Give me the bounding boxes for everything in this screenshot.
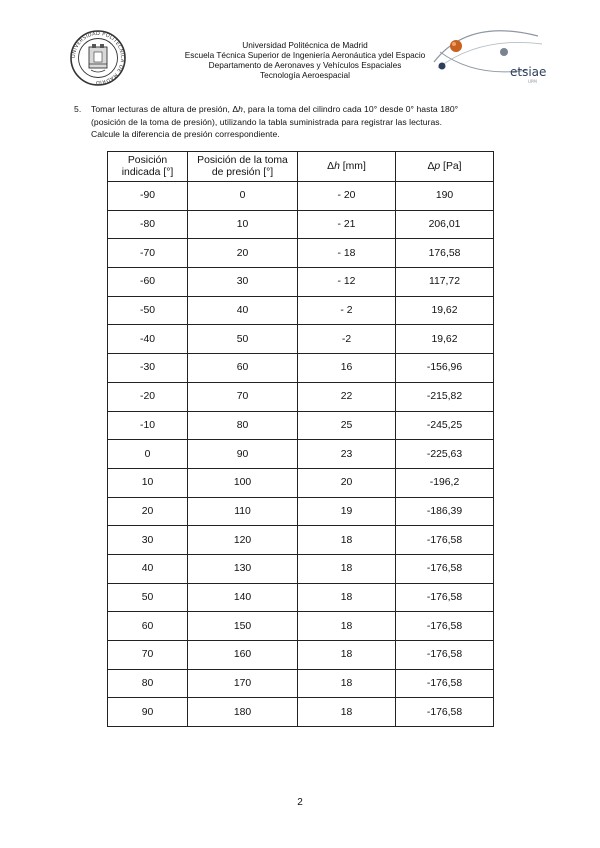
university-name: Universidad Politécnica de Madrid [242, 40, 368, 50]
cell-indicated-position: 10 [108, 468, 188, 497]
question-variable-h: h [238, 104, 243, 114]
cell-tap-position: 10 [188, 210, 298, 239]
table-row [108, 382, 494, 411]
cell-indicated-position: 0 [108, 440, 188, 469]
cell-tap-position: 20 [188, 239, 298, 268]
table-row [108, 354, 494, 383]
cell-delta-p: -225,63 [396, 440, 494, 469]
pressure-readings-table [107, 151, 494, 727]
header-delta-h-unit: [mm] [339, 160, 366, 172]
cell-delta-p: -176,58 [396, 612, 494, 641]
question-5 [74, 103, 544, 141]
cell-tap-position: 50 [188, 325, 298, 354]
cell-tap-position: 130 [188, 554, 298, 583]
cell-indicated-position: 40 [108, 554, 188, 583]
table-row [108, 182, 494, 211]
table-row [108, 468, 494, 497]
cell-delta-h: - 18 [298, 239, 396, 268]
header-tap-position-line1: Posición de la toma [197, 155, 288, 166]
header-delta-p-unit: [Pa] [440, 160, 462, 172]
cell-indicated-position: -70 [108, 239, 188, 268]
header-tap-position [188, 152, 298, 182]
table-row [108, 554, 494, 583]
cell-tap-position: 80 [188, 411, 298, 440]
table-row [108, 440, 494, 469]
cell-tap-position: 120 [188, 526, 298, 555]
cell-delta-h: 18 [298, 554, 396, 583]
cell-delta-h: - 21 [298, 210, 396, 239]
cell-delta-p: 176,58 [396, 239, 494, 268]
question-line-3: Calcule la diferencia de presión correspondiente. [91, 129, 280, 140]
table-row [108, 411, 494, 440]
table-row [108, 641, 494, 670]
cell-tap-position: 60 [188, 354, 298, 383]
cell-delta-h: 25 [298, 411, 396, 440]
seal-text: UNIVERSIDAD POLITECNICA DE MADRID [70, 30, 126, 86]
table-row [108, 669, 494, 698]
cell-indicated-position: -20 [108, 382, 188, 411]
cell-tap-position: 40 [188, 296, 298, 325]
cell-tap-position: 140 [188, 583, 298, 612]
cell-tap-position: 110 [188, 497, 298, 526]
cell-delta-p: -196,2 [396, 468, 494, 497]
table-body [108, 182, 494, 727]
cell-tap-position: 90 [188, 440, 298, 469]
cell-delta-p: -176,58 [396, 526, 494, 555]
upm-subtext: UPM [528, 79, 537, 84]
etsiae-logo [428, 22, 548, 86]
cell-indicated-position: 20 [108, 497, 188, 526]
table-row [108, 268, 494, 297]
cell-delta-p: -176,58 [396, 641, 494, 670]
cell-delta-p: 19,62 [396, 325, 494, 354]
question-line-1-start: Tomar lecturas de altura de presión, Δ [91, 104, 239, 114]
cell-delta-p: -186,39 [396, 497, 494, 526]
cell-delta-h: 20 [298, 468, 396, 497]
table-row [108, 612, 494, 641]
cell-delta-h: 18 [298, 641, 396, 670]
cell-delta-h: 19 [298, 497, 396, 526]
table-row [108, 698, 494, 727]
header-indicated-position-line1: Posición [127, 155, 168, 166]
table-row [108, 583, 494, 612]
table-row [108, 497, 494, 526]
cell-delta-p: 190 [396, 182, 494, 211]
question-line-1 [91, 103, 544, 116]
upm-seal-logo [70, 30, 126, 86]
etsiae-wordmark: etsiae [510, 65, 547, 79]
cell-delta-h: 23 [298, 440, 396, 469]
cell-indicated-position: 30 [108, 526, 188, 555]
cell-tap-position: 100 [188, 468, 298, 497]
cell-delta-h: - 20 [298, 182, 396, 211]
table-row [108, 325, 494, 354]
cell-delta-h: - 12 [298, 268, 396, 297]
cell-delta-h: 18 [298, 526, 396, 555]
cell-indicated-position: -30 [108, 354, 188, 383]
cell-indicated-position: -80 [108, 210, 188, 239]
department-name: Departamento de Aeronaves y Vehículos Espaciales [208, 60, 402, 70]
table-row [108, 526, 494, 555]
cell-delta-h: 18 [298, 583, 396, 612]
cell-delta-h: 18 [298, 698, 396, 727]
cell-indicated-position: -40 [108, 325, 188, 354]
cell-delta-p: -156,96 [396, 354, 494, 383]
cell-tap-position: 170 [188, 669, 298, 698]
cell-indicated-position: -50 [108, 296, 188, 325]
cell-delta-p: -176,58 [396, 669, 494, 698]
header-delta-h [298, 152, 396, 182]
institution-header [140, 40, 470, 80]
header-delta-p-symbol: Δ [427, 160, 435, 172]
table-row [108, 210, 494, 239]
header-delta-p-var: p [434, 160, 441, 172]
cell-delta-p: -215,82 [396, 382, 494, 411]
cell-tap-position: 160 [188, 641, 298, 670]
cell-delta-p: -176,58 [396, 583, 494, 612]
question-line-2: (posición de la toma de presión), utilizando la tabla suministrada para registrar las lecturas. [91, 116, 443, 127]
cell-delta-p: -176,58 [396, 554, 494, 583]
header-delta-h-var: h [334, 160, 340, 172]
cell-delta-p: -176,58 [396, 698, 494, 727]
header-indicated-position [108, 152, 188, 182]
cell-indicated-position: 80 [108, 669, 188, 698]
school-name: Escuela Técnica Superior de Ingeniería Aeronáutica ydel Espacio [184, 50, 426, 60]
page-number: 2 [297, 797, 303, 808]
table-header-row [108, 152, 494, 182]
header-delta-h-symbol: Δ [327, 160, 335, 172]
question-line-1-end: , para la toma del cilindro cada 10° desde 0° hasta 180° [242, 104, 459, 114]
header-indicated-position-line2: indicada [°] [121, 166, 174, 178]
cell-delta-p: 117,72 [396, 268, 494, 297]
cell-indicated-position: -60 [108, 268, 188, 297]
cell-indicated-position: -10 [108, 411, 188, 440]
cell-delta-p: 19,62 [396, 296, 494, 325]
cell-delta-h: - 2 [298, 296, 396, 325]
cell-tap-position: 150 [188, 612, 298, 641]
cell-delta-h: 18 [298, 612, 396, 641]
course-name: Tecnología Aeroespacial [260, 70, 350, 80]
cell-delta-h: 16 [298, 354, 396, 383]
table-row [108, 239, 494, 268]
cell-tap-position: 0 [188, 182, 298, 211]
cell-indicated-position: 60 [108, 612, 188, 641]
cell-delta-h: -2 [298, 325, 396, 354]
question-text [91, 103, 544, 141]
cell-delta-p: 206,01 [396, 210, 494, 239]
header-tap-position-line2: de presión [°] [211, 166, 274, 178]
cell-delta-h: 18 [298, 669, 396, 698]
cell-indicated-position: 50 [108, 583, 188, 612]
cell-tap-position: 30 [188, 268, 298, 297]
cell-delta-p: -245,25 [396, 411, 494, 440]
cell-indicated-position: -90 [108, 182, 188, 211]
cell-tap-position: 70 [188, 382, 298, 411]
cell-indicated-position: 90 [108, 698, 188, 727]
question-number: 5. [74, 104, 82, 114]
cell-delta-h: 22 [298, 382, 396, 411]
header-delta-p [396, 152, 494, 182]
cell-tap-position: 180 [188, 698, 298, 727]
cell-indicated-position: 70 [108, 641, 188, 670]
table-row [108, 296, 494, 325]
